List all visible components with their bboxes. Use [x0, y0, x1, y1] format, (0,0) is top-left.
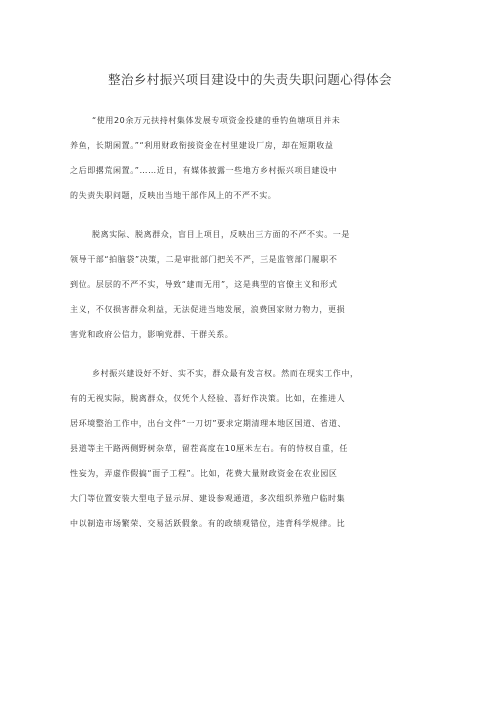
paragraph-3-line-7: 中以制造市场繁荣、交易活跃假象。有的政绩观错位，违背科学规律。比	[70, 519, 346, 528]
paragraph-3-line-3: 居环境整治工作中，出台文件“一刀切”要求定期清理本地区国道、省道、	[70, 419, 347, 428]
paragraph-2-line-1: 脱离实际、脱离群众，盲目上项目，反映出三方面的不严不实。一是	[92, 230, 350, 239]
paragraph-1-line-3: 之后即撂荒闲置。”……近日，有媒体披露一些地方乡村振兴项目建设中	[70, 166, 338, 175]
paragraph-3-line-4: 县道等主干路两侧野树杂草，留茬高度在10厘米左右。有的恃权自重，任	[70, 444, 348, 453]
paragraph-3-line-2: 有的无视实际，脱离群众，仅凭个人经验、喜好作决策。比如，在推进人	[70, 394, 346, 403]
paragraph-1-line-1: “使用20余万元扶持村集体发展专项资金投建的垂钓鱼塘项目并未	[92, 116, 341, 125]
paragraph-2-line-5: 害党和政府公信力，影响党群、干群关系。	[70, 330, 234, 339]
paragraph-1-line-4: 的失责失职问题，反映出当地干部作风上的不严不实。	[70, 191, 277, 200]
paragraph-2-line-3: 到位。层层的不严不实，导致“建而无用”，这是典型的官僚主义和形式	[70, 280, 338, 289]
paragraph-3-line-5: 性妄为，弄虚作假搞“面子工程”。比如，花费大量财政资金在农业园区	[70, 469, 338, 478]
document-title: 整治乡村振兴项目建设中的失责失职问题心得体会	[108, 72, 392, 87]
paragraph-3-line-1: 乡村振兴建设好不好、实不实，群众最有发言权。然而在现实工作中，	[92, 369, 359, 378]
paragraph-2-line-4: 主义，不仅损害群众利益，无法促进当地发展，浪费国家财力物力，更损	[70, 305, 346, 314]
paragraph-1-line-2: 养鱼，长期闲置。”“利用财政衔接资金在村里建设厂房，却在短期收益	[70, 141, 334, 150]
paragraph-2-line-2: 领导干部“拍脑袋”决策，二是审批部门把关不严，三是监管部门履职不	[70, 255, 338, 264]
paragraph-3-line-6: 大门等位置安装大型电子显示屏、建设参观通道，多次组织养殖户临时集	[70, 494, 346, 503]
